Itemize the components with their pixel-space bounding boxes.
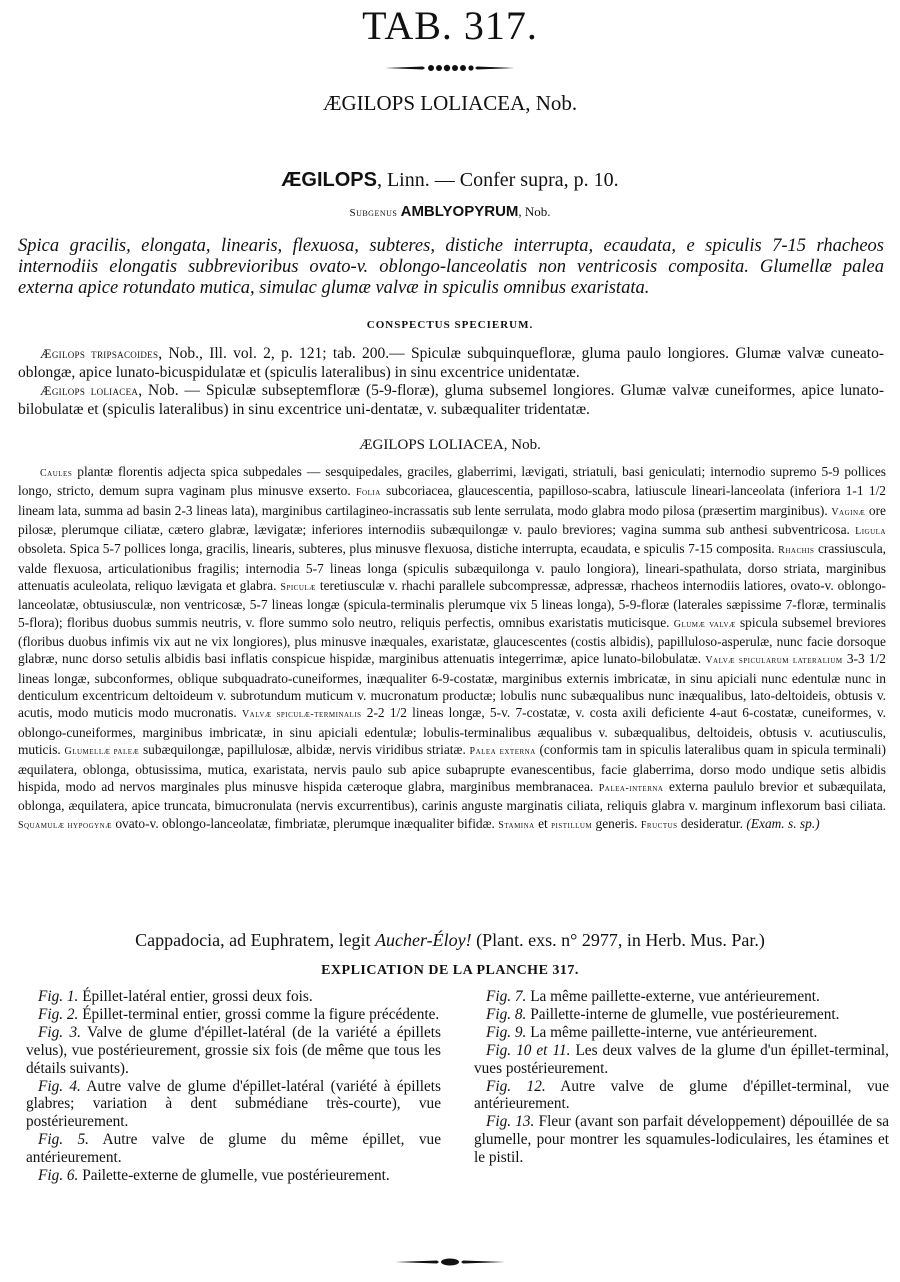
figure-label: Fig. 12. xyxy=(486,1077,546,1095)
figure-label: Fig. 3. xyxy=(38,1023,81,1041)
figure-caption: Paillette-interne de glumelle, vue postérieurement. xyxy=(526,1005,840,1023)
genus-reference: , Linn. — Confer supra, p. 10. xyxy=(376,169,619,191)
description-text: crassiuscula, valde flexuosa, articulationibus fragilis; internodia 5-7 lineas longa (spiculis subæquilonga v. paulo longiora), lineari-spathulata, dorso striata, marginibus attenuatis aculeolata, reliquo lævigata et glabra. xyxy=(18,541,886,594)
figure-legend-right-column xyxy=(474,988,889,1167)
subgenus-prefix: Subgenus xyxy=(349,207,398,219)
description-term: Vaginæ xyxy=(831,506,866,518)
description-text: desideratur. xyxy=(677,815,747,831)
figure-legend-item xyxy=(26,1167,441,1185)
figure-caption: La même paillette-externe, vue antérieurement. xyxy=(526,988,820,1005)
figure-label: Fig. 8. xyxy=(486,1005,527,1023)
subgenus-name: AMBLYOPYRUM xyxy=(400,203,519,220)
description-text: (conformis tam in spiculis lateralibus quam in spicula terminali) æquilatera, oblonga, obtusissima, mutica, exaristata, nervis paulo sub apice subaprupte evanescentibus, facie glaberrima, dorso modo undique setis albidis hispida, modo ad nervos marginales plus minusve hispida cæteroque glabra, marginibus membranacea. xyxy=(18,742,886,794)
species-entry-text: , Nob., Ill. vol. 2, p. 121; tab. 200.— Spiculæ subquinquefloræ, gluma paulo longiores. Glumæ valvæ cuneato-oblongæ, apice lunato-bicuspidulatæ et (spiculis lateralibus) in sinu excentrice unidentatæ. xyxy=(18,345,884,381)
description-text: ovato-v. oblongo-lanceolatæ, fimbriatæ, plerumque inæqualiter bifidæ. xyxy=(111,815,499,831)
conspectus-heading: CONSPECTUS SPECIERUM. xyxy=(366,319,534,331)
description-term: Ligula xyxy=(855,526,886,538)
figure-label: Fig. 2. xyxy=(38,1005,79,1023)
figure-legend-item xyxy=(474,1042,889,1078)
description-term: Palea-interna xyxy=(598,782,664,794)
species-entry-name: Ægilops loliacea xyxy=(40,383,139,398)
figure-legend-item xyxy=(26,1131,441,1167)
description-term: Caules xyxy=(40,468,73,479)
locality-text: Cappadocia, ad Euphratem, legit xyxy=(135,930,376,950)
description-term: Rhachis xyxy=(778,545,815,557)
subgenus-suffix: , Nob. xyxy=(518,204,551,219)
genus-line xyxy=(0,168,900,192)
description-term: Spiculæ xyxy=(280,582,316,594)
exam-note: (Exam. s. sp.) xyxy=(746,815,820,831)
figure-caption: Épillet-terminal entier, grossi comme la figure précédente. xyxy=(78,1005,440,1023)
species-title: ÆGILOPS LOLIACEA, Nob. xyxy=(322,91,578,115)
description-term: Glumæ valvæ xyxy=(673,618,736,630)
description-term: pistillum xyxy=(551,819,593,831)
description-term: Palea externa xyxy=(469,746,536,758)
figure-caption: Valve de glume d'épillet-latéral (de la variété a épillets velus), vue postérieurement, grossie six fois (de même que tous les détails suivants). xyxy=(26,1023,441,1077)
figure-label: Fig. 6. xyxy=(38,1167,79,1185)
description-paragraph xyxy=(18,463,886,834)
figure-caption: Autre valve de glume du même épillet, vue antérieurement. xyxy=(26,1131,441,1167)
description-text: teretiusculæ v. rhachi parallele subcompressæ, adpressæ, rhacheos internodiis latiores, ovato-v. oblongo-lanceolatæ, obtusiusculæ, non ventricosæ, 5-7 lineas longæ (spicula-terminalis plerumque vix 5 lineas longa), 5-9-floræ (laterales sæpissime 7-floræ, terminalis 5-flora); floribus duobus summis neutris, v. flore summo solo neutro, reliquis perfectis, omnibus exaristatis muticisque. xyxy=(18,578,886,630)
species-entry-name: Ægilops tripsacoides xyxy=(40,346,159,361)
description-text: obsoleta. Spica 5-7 pollices longa, gracilis, linearis, subteres, plus minusve flexuosa, distiche interrupta, ecaudata, e spiculis 7-15 composita. xyxy=(18,541,779,557)
explication-heading: EXPLICATION DE LA PLANCHE 317. xyxy=(321,963,579,978)
figure-legend-item xyxy=(474,1006,889,1024)
figure-legend-item xyxy=(474,1113,889,1167)
description-text: generis. xyxy=(592,815,641,831)
subgenus-diagnosis: Spica gracilis, elongata, linearis, flexuosa, subteres, distiche interrupta, ecaudata, e spiculis 7-15 rhacheos internodiis elongatis subbrevioribus ovato-v. oblongo-lanceolatis non ventricosis composita. Glumellæ palea externa apice rotundato mutica, simulac glumæ valvæ in spiculis omnibus exaristata. xyxy=(18,236,884,298)
figure-legend-item xyxy=(26,1006,441,1024)
figure-legend-left-column xyxy=(26,988,441,1185)
description-text: subæquilongæ, papillulosæ, albidæ, nervis viridibus striatæ. xyxy=(139,742,470,758)
figure-caption: La même paillette-interne, vue antérieurement. xyxy=(526,1023,818,1041)
description-text: et xyxy=(534,815,552,831)
species-entries xyxy=(18,345,884,419)
figure-caption: Pailette-externe de glumelle, vue postérieurement. xyxy=(78,1167,390,1185)
figure-legend-item xyxy=(474,1024,889,1042)
figure-legend-item xyxy=(26,988,441,1006)
description-term: Glumellæ paleæ xyxy=(64,746,140,758)
figure-label: Fig. 4. xyxy=(38,1077,81,1095)
figure-legend-item xyxy=(474,1078,889,1114)
bottom-ornament-divider xyxy=(0,1256,900,1270)
species-entry xyxy=(18,345,884,382)
subgenus-line xyxy=(0,203,900,222)
figure-label: Fig. 13. xyxy=(486,1113,535,1131)
description-term: Valvæ spicularum lateralium xyxy=(705,655,843,667)
species-entry xyxy=(18,382,884,419)
figure-caption: Les deux valves de la glume d'un épillet-terminal, vues postérieurement. xyxy=(474,1041,889,1077)
description-text: ore pilosæ, plerumque ciliatæ, cætero glabræ, lævigatæ; inferiores internodiis subæquilongæ v. paulo breviores; vagina summa sub anthesi subventricosa. xyxy=(18,502,886,538)
description-text: externa paululo brevior et subæquilata, oblonga, æquilatera, apice truncata, bimucronulata (nervis excurrentibus), carinis anguste marginatis ciliata, reliquis glabra v. marginum inflexorum basi ciliata. xyxy=(18,778,886,814)
species-entry-text: , Nob. — Spiculæ subseptemfloræ (5-9-floræ), gluma subsemel longiores. Glumæ valvæ cuneiformes, apice lunato-bilobulatæ et (spiculis lateralibus) in sinu excentrice uni-dentatæ, v. subæqualiter tridentatæ. xyxy=(18,382,885,418)
description-heading: ÆGILOPS LOLIACEA, Nob. xyxy=(359,437,541,453)
locality-line xyxy=(0,929,900,951)
figure-legend-item xyxy=(26,1078,441,1132)
figure-caption: Fleur (avant son parfait développement) dépouillée de sa glumelle, pour montrer les squamules-lodiculaires, les étamines et le pistil. xyxy=(474,1113,890,1167)
description-term: Stamina xyxy=(498,819,535,831)
description-term: Folia xyxy=(356,487,381,499)
figure-label: Fig. 10 et 11. xyxy=(486,1041,571,1059)
description-term: Squamulæ hypogynæ xyxy=(18,819,112,831)
description-term: Valvæ spiculæ-terminalis xyxy=(241,709,362,721)
description-text: 2-2 1/2 lineas longæ, 5-v. 7-costatæ, v. costa axili deficiente 4-aut 6-costatæ, cuneiformes, v. oblongo-cuneiformes, marginibus imbricatæ, in sinu apiciali edentulæ; lobulis-terminalibus æqualibus v. subæqualibus, deltoideis, obtusis v. acutiusculis, muticis. xyxy=(18,705,886,758)
figure-label: Fig. 9. xyxy=(486,1023,527,1041)
figure-caption: Autre valve de glume d'épillet-latéral (variété à épillets glabres; variation à dent submédiane très-courte), vue postérieurement. xyxy=(26,1077,441,1131)
figure-label: Fig. 5. xyxy=(38,1131,89,1149)
figure-legend-item xyxy=(474,988,889,1006)
figure-caption: Autre valve de glume d'épillet-terminal, vue antérieurement. xyxy=(474,1077,889,1113)
description-text: subcoriacea, glaucescentia, papilloso-scabra, latiuscule lineari-lanceolata (inferiora 1-1 1/2 lineam lata, summa ad basin 2-3 lineas lata), marginibus cartilagineo-incrassatis sub lente serrulata, modo glabra modo pilosa (præsertim marginibus). xyxy=(18,483,886,518)
collector-name: Aucher-Éloy! xyxy=(375,930,472,950)
figure-label: Fig. 1. xyxy=(38,988,79,1005)
plate-title: TAB. 317. xyxy=(362,3,538,48)
description-term: Fructus xyxy=(640,819,678,831)
species-description xyxy=(18,463,886,834)
herbarium-reference: (Plant. exs. n° 2977, in Herb. Mus. Par.) xyxy=(471,930,765,950)
description-text: spicula subsemel breviores (floribus duobus infimis vix aut ne vix longiores), plus minusve inæquales, exaristatæ, glaucescentes (costis albidis), papilluloso-asperulæ, nunc facie dorsoque glabræ, nunc dorso setulis albidis basi inflatis conspicue hispidæ, marginibus attenuatis integerrimæ, apice lunato-bilobulatæ. xyxy=(18,614,887,667)
figure-caption: Épillet-latéral entier, grossi deux fois. xyxy=(78,988,313,1005)
top-ornament-divider xyxy=(0,62,900,76)
genus-name: ÆGILOPS xyxy=(281,169,377,191)
description-text: 3-3 1/2 lineas longæ, subconformes, oblique subquadrato-cuneiformes, inæqualiter 6-9-costatæ, marginibus externis imbricatæ, in sinu apiciali nunc edentulæ nunc in denticulum excentricum deltoideum v. subrotundum muticum v. mucronatum productæ; lobulis nunc subæqualibus nunc inæqualibus, lato-deltoideis, obtusis v. acutis, modo muticis modo mucronatis. xyxy=(18,651,887,721)
description-text: plantæ florentis adjecta spica subpedales — sesquipedales, graciles, glaberrimi, lævigati, striatuli, basi geniculati; internodio supremo 5-9 pollices longo, stricto, demum supra vaginam plus minusve exserto. xyxy=(18,464,886,499)
figure-label: Fig. 7. xyxy=(486,988,527,1005)
figure-legend-item xyxy=(26,1024,441,1078)
